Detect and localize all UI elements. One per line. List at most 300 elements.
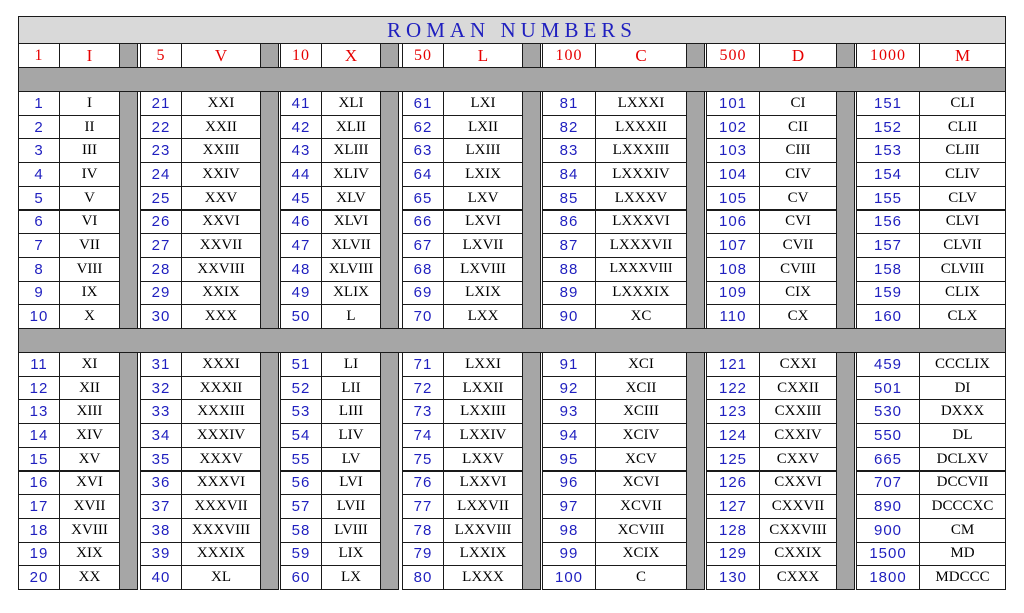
arabic-number-cell: 25 [140,186,182,211]
arabic-number-cell: 11 [18,352,60,377]
arabic-number-cell: 100 [542,565,596,590]
arabic-number-cell: 10 [18,304,60,329]
roman-numeral-cell: XXXIX [181,542,261,567]
arabic-number-cell: 71 [402,352,444,377]
arabic-number-cell: 33 [140,399,182,424]
gray-band [18,67,1006,92]
arabic-number-cell: 98 [542,518,596,543]
arabic-number-cell: 707 [856,471,920,496]
roman-numeral-cell: LXXVIII [443,518,523,543]
arabic-number-cell: 22 [140,115,182,140]
arabic-number-cell: 49 [280,281,322,306]
roman-numeral-cell: LVII [321,494,381,519]
roman-numeral-cell: XCIII [595,399,687,424]
roman-numeral-cell: LXXXVIII [595,257,687,282]
arabic-number-cell: 158 [856,257,920,282]
table-title: ROMAN NUMBERS [18,16,1006,44]
arabic-number-cell: 85 [542,186,596,211]
arabic-number-cell: 530 [856,399,920,424]
roman-numeral-cell: CXXIX [759,542,837,567]
arabic-number-cell: 18 [18,518,60,543]
roman-numeral-cell: DI [919,376,1006,401]
arabic-number-cell: 1800 [856,565,920,590]
roman-numeral-cell: XCII [595,376,687,401]
column-separator [522,43,541,68]
arabic-number-cell: 17 [18,494,60,519]
arabic-number-cell: 38 [140,518,182,543]
header-roman: L [443,43,523,68]
arabic-number-cell: 126 [706,471,760,496]
header-number: 500 [706,43,760,68]
arabic-number-cell: 43 [280,138,322,163]
arabic-number-cell: 96 [542,471,596,496]
arabic-number-cell: 110 [706,304,760,329]
gray-band [18,328,1006,353]
arabic-number-cell: 93 [542,399,596,424]
arabic-number-cell: 1 [18,91,60,116]
arabic-number-cell: 40 [140,565,182,590]
arabic-number-cell: 28 [140,257,182,282]
arabic-number-cell: 36 [140,471,182,496]
roman-numeral-cell: CCCLIX [919,352,1006,377]
roman-numeral-cell: LXVIII [443,257,523,282]
roman-numeral-cell: XXXVIII [181,518,261,543]
arabic-number-cell: 58 [280,518,322,543]
arabic-number-cell: 4 [18,162,60,187]
roman-numeral-cell: XXXI [181,352,261,377]
arabic-number-cell: 54 [280,423,322,448]
arabic-number-cell: 82 [542,115,596,140]
arabic-number-cell: 154 [856,162,920,187]
roman-numeral-cell: CLIX [919,281,1006,306]
header-number: 1 [18,43,60,68]
roman-numeral-cell: LXII [443,115,523,140]
arabic-number-cell: 128 [706,518,760,543]
roman-numeral-cell: XXXV [181,447,261,472]
column-separator [686,43,705,68]
arabic-number-cell: 48 [280,257,322,282]
arabic-number-cell: 153 [856,138,920,163]
arabic-number-cell: 99 [542,542,596,567]
roman-numeral-cell: LXXXII [595,115,687,140]
roman-numeral-cell: LXXIV [443,423,523,448]
roman-numeral-cell: CXXIII [759,399,837,424]
roman-numeral-cell: XL [181,565,261,590]
roman-numeral-cell: XLI [321,91,381,116]
arabic-number-cell: 46 [280,210,322,235]
roman-numeral-cell: XLVIII [321,257,381,282]
roman-numeral-cell: II [59,115,120,140]
header-roman: V [181,43,261,68]
roman-numeral-cell: CV [759,186,837,211]
arabic-number-cell: 77 [402,494,444,519]
roman-numeral-cell: CXXX [759,565,837,590]
arabic-number-cell: 74 [402,423,444,448]
roman-numeral-cell: XCIV [595,423,687,448]
arabic-number-cell: 44 [280,162,322,187]
arabic-number-cell: 47 [280,233,322,258]
column-separator [836,352,855,590]
roman-numeral-cell: III [59,138,120,163]
roman-numeral-cell: L [321,304,381,329]
arabic-number-cell: 80 [402,565,444,590]
arabic-number-cell: 123 [706,399,760,424]
header-roman: M [919,43,1006,68]
column-separator [380,43,399,68]
roman-numeral-cell: XXXVII [181,494,261,519]
arabic-number-cell: 108 [706,257,760,282]
roman-numeral-cell: LVIII [321,518,381,543]
arabic-number-cell: 9 [18,281,60,306]
arabic-number-cell: 87 [542,233,596,258]
arabic-number-cell: 29 [140,281,182,306]
roman-numeral-cell: MD [919,542,1006,567]
roman-numeral-cell: LXXI [443,352,523,377]
roman-numeral-cell: LXIII [443,138,523,163]
roman-numeral-cell: XXXII [181,376,261,401]
arabic-number-cell: 14 [18,423,60,448]
roman-numeral-cell: DCLXV [919,447,1006,472]
arabic-number-cell: 3 [18,138,60,163]
arabic-number-cell: 72 [402,376,444,401]
roman-numeral-cell: LXIX [443,162,523,187]
arabic-number-cell: 55 [280,447,322,472]
roman-numeral-cell: CLVIII [919,257,1006,282]
arabic-number-cell: 24 [140,162,182,187]
column-separator [522,352,541,590]
header-number: 1000 [856,43,920,68]
arabic-number-cell: 79 [402,542,444,567]
roman-numeral-cell: IV [59,162,120,187]
arabic-number-cell: 16 [18,471,60,496]
roman-numeral-cell: LXXIX [443,542,523,567]
arabic-number-cell: 62 [402,115,444,140]
roman-numeral-cell: DXXX [919,399,1006,424]
roman-numeral-cell: XLV [321,186,381,211]
roman-numeral-cell: LV [321,447,381,472]
column-separator [380,91,399,329]
roman-numeral-cell: XII [59,376,120,401]
arabic-number-cell: 550 [856,423,920,448]
roman-numeral-cell: LXXV [443,447,523,472]
roman-numeral-cell: XCIX [595,542,687,567]
arabic-number-cell: 52 [280,376,322,401]
arabic-number-cell: 127 [706,494,760,519]
roman-numeral-cell: CLI [919,91,1006,116]
roman-numeral-cell: LVI [321,471,381,496]
roman-numeral-cell: CX [759,304,837,329]
roman-numeral-cell: XXXVI [181,471,261,496]
arabic-number-cell: 900 [856,518,920,543]
header-number: 50 [402,43,444,68]
column-separator [836,43,855,68]
arabic-number-cell: 101 [706,91,760,116]
arabic-number-cell: 103 [706,138,760,163]
arabic-number-cell: 501 [856,376,920,401]
arabic-number-cell: 50 [280,304,322,329]
roman-numeral-cell: CIII [759,138,837,163]
header-roman: C [595,43,687,68]
roman-numeral-cell: XXIV [181,162,261,187]
roman-numeral-cell: XCI [595,352,687,377]
arabic-number-cell: 459 [856,352,920,377]
roman-numeral-cell: XC [595,304,687,329]
arabic-number-cell: 45 [280,186,322,211]
arabic-number-cell: 125 [706,447,760,472]
roman-numeral-cell: LI [321,352,381,377]
column-separator [686,91,705,329]
roman-numeral-cell: XIX [59,542,120,567]
roman-numeral-cell: XCVII [595,494,687,519]
arabic-number-cell: 65 [402,186,444,211]
roman-numeral-cell: LXXXVII [595,233,687,258]
arabic-number-cell: 76 [402,471,444,496]
arabic-number-cell: 90 [542,304,596,329]
arabic-number-cell: 57 [280,494,322,519]
arabic-number-cell: 2 [18,115,60,140]
arabic-number-cell: 109 [706,281,760,306]
arabic-number-cell: 68 [402,257,444,282]
roman-numeral-cell: CLVII [919,233,1006,258]
roman-numeral-cell: XXVI [181,210,261,235]
arabic-number-cell: 67 [402,233,444,258]
roman-numeral-cell: CXXI [759,352,837,377]
roman-numeral-cell: XXVII [181,233,261,258]
arabic-number-cell: 59 [280,542,322,567]
roman-numeral-cell: XLVI [321,210,381,235]
arabic-number-cell: 13 [18,399,60,424]
roman-numeral-cell: XXXIII [181,399,261,424]
arabic-number-cell: 39 [140,542,182,567]
roman-numeral-cell: DCCVII [919,471,1006,496]
roman-numeral-cell: C [595,565,687,590]
roman-numeral-cell: CLIV [919,162,1006,187]
arabic-number-cell: 8 [18,257,60,282]
arabic-number-cell: 1500 [856,542,920,567]
roman-numeral-cell: XVIII [59,518,120,543]
arabic-number-cell: 81 [542,91,596,116]
arabic-number-cell: 42 [280,115,322,140]
column-separator [260,43,279,68]
roman-numeral-cell: CLIII [919,138,1006,163]
roman-numeral-cell: XCV [595,447,687,472]
roman-numeral-cell: XXVIII [181,257,261,282]
arabic-number-cell: 34 [140,423,182,448]
roman-numeral-cell: XLIX [321,281,381,306]
arabic-number-cell: 159 [856,281,920,306]
arabic-number-cell: 157 [856,233,920,258]
roman-numeral-cell: CLX [919,304,1006,329]
column-separator [119,91,138,329]
arabic-number-cell: 73 [402,399,444,424]
arabic-number-cell: 23 [140,138,182,163]
arabic-number-cell: 122 [706,376,760,401]
roman-numeral-cell: XIV [59,423,120,448]
arabic-number-cell: 60 [280,565,322,590]
roman-numeral-cell: LXV [443,186,523,211]
arabic-number-cell: 26 [140,210,182,235]
header-number: 5 [140,43,182,68]
roman-numeral-cell: XLVII [321,233,381,258]
arabic-number-cell: 84 [542,162,596,187]
column-separator [119,43,138,68]
roman-numeral-cell: XXXIV [181,423,261,448]
roman-numeral-cell: CVIII [759,257,837,282]
roman-numeral-cell: IX [59,281,120,306]
roman-numeral-cell: CLII [919,115,1006,140]
roman-numeral-cell: LXXX [443,565,523,590]
roman-numeral-cell: LXXVI [443,471,523,496]
header-number: 100 [542,43,596,68]
arabic-number-cell: 94 [542,423,596,448]
arabic-number-cell: 51 [280,352,322,377]
roman-numeral-cell: V [59,186,120,211]
roman-numeral-cell: CI [759,91,837,116]
arabic-number-cell: 6 [18,210,60,235]
arabic-number-cell: 129 [706,542,760,567]
roman-numeral-cell: XXV [181,186,261,211]
arabic-number-cell: 32 [140,376,182,401]
column-separator [686,352,705,590]
arabic-number-cell: 7 [18,233,60,258]
header-roman: D [759,43,837,68]
column-separator [522,91,541,329]
roman-numeral-cell: CVII [759,233,837,258]
arabic-number-cell: 130 [706,565,760,590]
arabic-number-cell: 102 [706,115,760,140]
arabic-number-cell: 105 [706,186,760,211]
arabic-number-cell: 31 [140,352,182,377]
arabic-number-cell: 107 [706,233,760,258]
roman-numeral-cell: LXXII [443,376,523,401]
roman-numeral-cell: XXIII [181,138,261,163]
arabic-number-cell: 63 [402,138,444,163]
arabic-number-cell: 69 [402,281,444,306]
arabic-number-cell: 78 [402,518,444,543]
roman-numeral-cell: XCVI [595,471,687,496]
roman-numeral-cell: DL [919,423,1006,448]
roman-numeral-cell: CXXII [759,376,837,401]
roman-numeral-cell: XI [59,352,120,377]
arabic-number-cell: 97 [542,494,596,519]
column-separator [380,352,399,590]
column-separator [260,352,279,590]
roman-numeral-cell: XLII [321,115,381,140]
roman-numeral-cell: LXX [443,304,523,329]
arabic-number-cell: 152 [856,115,920,140]
roman-numeral-cell: CII [759,115,837,140]
arabic-number-cell: 156 [856,210,920,235]
arabic-number-cell: 95 [542,447,596,472]
roman-numeral-cell: CIX [759,281,837,306]
roman-numeral-cell: LIII [321,399,381,424]
roman-numeral-cell: CLV [919,186,1006,211]
roman-numeral-cell: LXXXVI [595,210,687,235]
arabic-number-cell: 89 [542,281,596,306]
roman-numeral-cell: LXXXI [595,91,687,116]
arabic-number-cell: 70 [402,304,444,329]
header-roman: I [59,43,120,68]
arabic-number-cell: 61 [402,91,444,116]
arabic-number-cell: 92 [542,376,596,401]
arabic-number-cell: 106 [706,210,760,235]
arabic-number-cell: 64 [402,162,444,187]
roman-numeral-cell: XLIV [321,162,381,187]
roman-numeral-cell: CXXVIII [759,518,837,543]
roman-numeral-cell: X [59,304,120,329]
column-separator [836,91,855,329]
arabic-number-cell: 88 [542,257,596,282]
roman-numeral-cell: CXXVII [759,494,837,519]
roman-numeral-cell: CXXIV [759,423,837,448]
roman-numeral-cell: LXIX [443,281,523,306]
roman-numeral-cell: VII [59,233,120,258]
arabic-number-cell: 665 [856,447,920,472]
roman-numeral-cell: XVI [59,471,120,496]
roman-numeral-cell: CIV [759,162,837,187]
arabic-number-cell: 890 [856,494,920,519]
arabic-number-cell: 124 [706,423,760,448]
arabic-number-cell: 53 [280,399,322,424]
roman-numeral-cell: XIII [59,399,120,424]
roman-numeral-cell: CM [919,518,1006,543]
roman-numeral-cell: XXIX [181,281,261,306]
arabic-number-cell: 151 [856,91,920,116]
roman-numeral-cell: LXXXIII [595,138,687,163]
roman-numeral-cell: LXXVII [443,494,523,519]
roman-numeral-cell: LXXIII [443,399,523,424]
arabic-number-cell: 5 [18,186,60,211]
roman-numeral-cell: CXXV [759,447,837,472]
arabic-number-cell: 15 [18,447,60,472]
arabic-number-cell: 155 [856,186,920,211]
roman-numeral-cell: MDCCC [919,565,1006,590]
roman-numeral-cell: LXI [443,91,523,116]
roman-numeral-cell: LIX [321,542,381,567]
roman-numeral-cell: CXXVI [759,471,837,496]
roman-numeral-cell: LXXXV [595,186,687,211]
roman-numeral-cell: I [59,91,120,116]
roman-numeral-cell: XXI [181,91,261,116]
arabic-number-cell: 91 [542,352,596,377]
arabic-number-cell: 75 [402,447,444,472]
arabic-number-cell: 19 [18,542,60,567]
arabic-number-cell: 104 [706,162,760,187]
arabic-number-cell: 30 [140,304,182,329]
roman-numeral-cell: XV [59,447,120,472]
roman-numeral-cell: CLVI [919,210,1006,235]
roman-numeral-cell: VI [59,210,120,235]
roman-numeral-cell: XX [59,565,120,590]
roman-numeral-cell: LXVII [443,233,523,258]
arabic-number-cell: 27 [140,233,182,258]
header-roman: X [321,43,381,68]
column-separator [119,352,138,590]
roman-numeral-cell: LIV [321,423,381,448]
roman-numeral-cell: XXX [181,304,261,329]
arabic-number-cell: 160 [856,304,920,329]
arabic-number-cell: 83 [542,138,596,163]
arabic-number-cell: 37 [140,494,182,519]
arabic-number-cell: 21 [140,91,182,116]
arabic-number-cell: 41 [280,91,322,116]
roman-numeral-cell: XXII [181,115,261,140]
header-number: 10 [280,43,322,68]
roman-numeral-cell: XLIII [321,138,381,163]
roman-numeral-cell: CVI [759,210,837,235]
roman-numeral-cell: DCCCXC [919,494,1006,519]
arabic-number-cell: 66 [402,210,444,235]
